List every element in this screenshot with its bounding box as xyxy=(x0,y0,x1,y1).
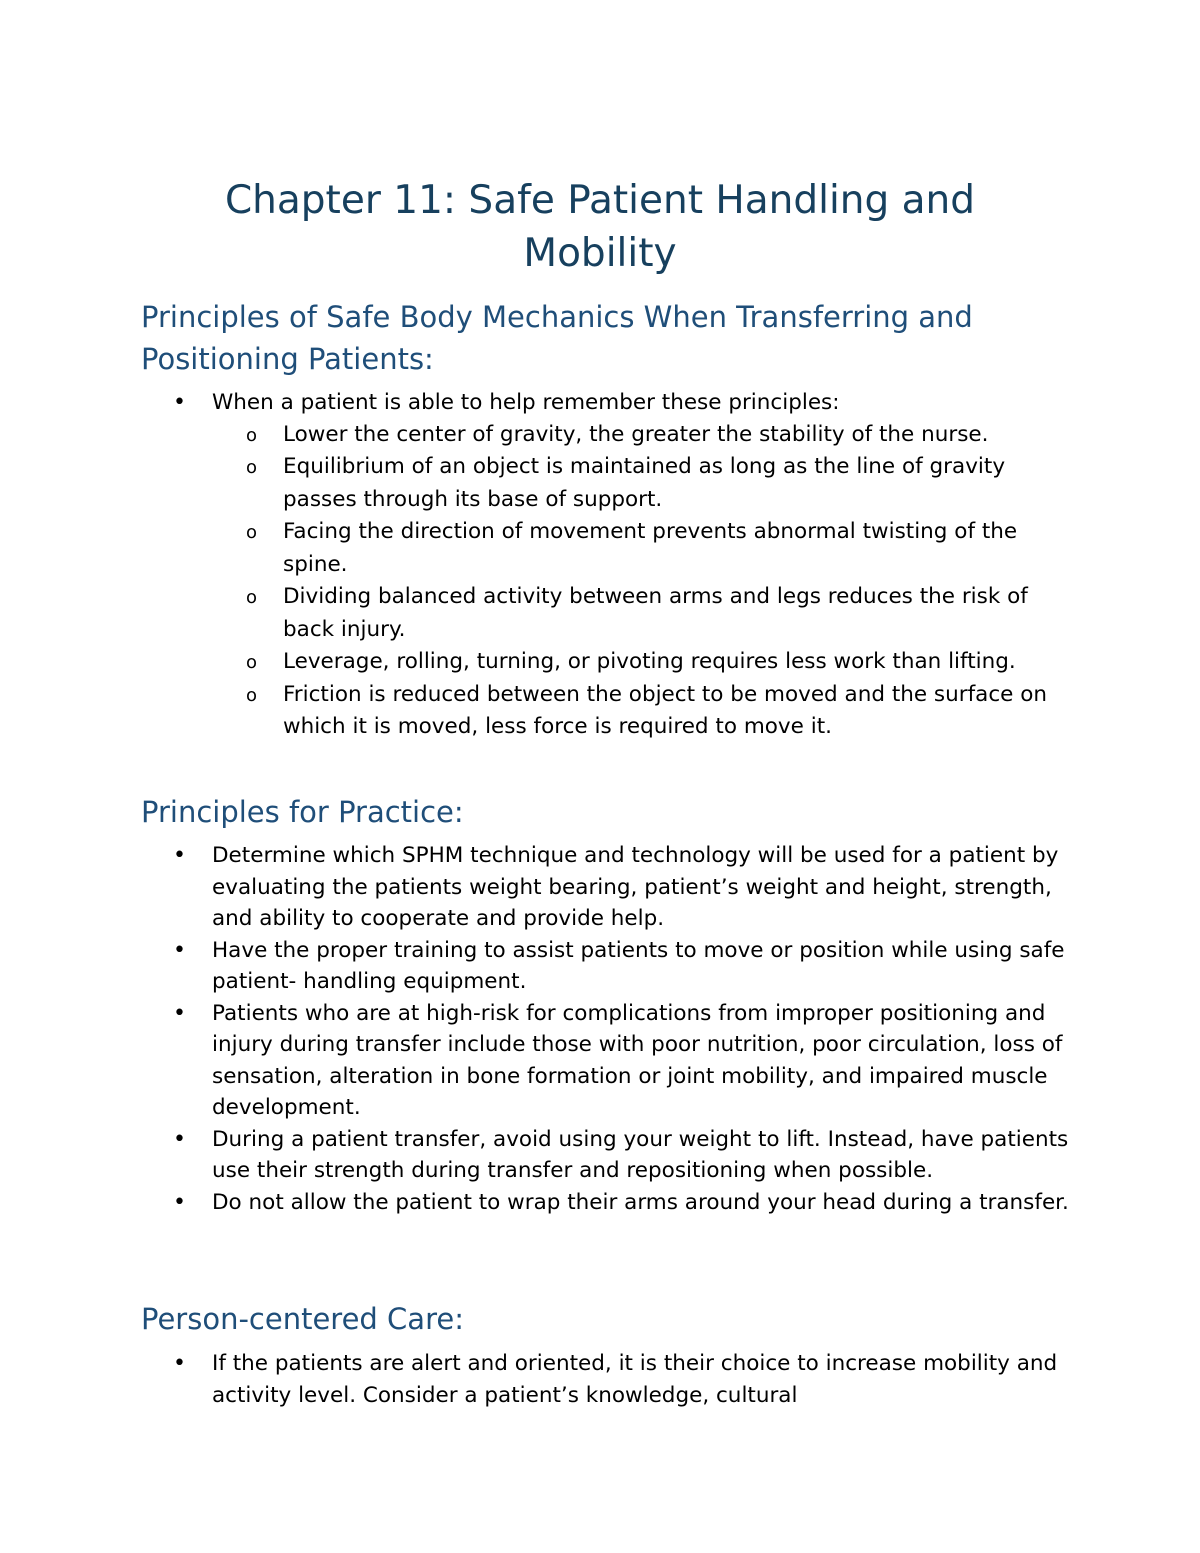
list-item xyxy=(0,387,1072,744)
list-item-text: During a patient transfer, avoid using your weight to lift. Instead, have patients use their strength during transfer and repositioning when possible. xyxy=(212,1126,1069,1183)
sub-list-item xyxy=(212,646,1063,679)
bullet-icon: • xyxy=(173,937,186,963)
list-item xyxy=(0,1348,1072,1411)
circle-bullet-icon: o xyxy=(246,587,258,608)
circle-bullet-icon: o xyxy=(246,652,258,673)
circle-bullet-icon: o xyxy=(246,684,258,706)
sub-list-item xyxy=(212,516,1063,581)
mechanics-list xyxy=(0,387,1200,744)
title-line-2: Mobility xyxy=(523,231,677,276)
circle-bullet-icon: o xyxy=(246,522,258,543)
bullet-icon: • xyxy=(173,1351,186,1376)
page-title xyxy=(0,174,1200,280)
sub-list-item-text: Lower the center of gravity, the greater the stability of the nurse. xyxy=(283,421,989,447)
list-item xyxy=(0,1124,1072,1187)
person-centered-list xyxy=(0,1348,1200,1411)
sub-list-item xyxy=(212,451,1063,516)
bullet-icon: • xyxy=(173,843,186,868)
bullet-icon: • xyxy=(173,1000,186,1026)
list-item-text: Have the proper training to assist patients to move or position while using safe patient- handling equipment. xyxy=(212,937,1065,994)
list-item-text: When a patient is able to help remember these principles: xyxy=(212,390,840,415)
list-item-text: Determine which SPHM technique and technology will be used for a patient by evaluating the patients weight bearing, patient’s weight and height, strength, and ability to cooperate and provide help. xyxy=(212,843,1059,931)
heading-body-mechanics-line-1: Principles of Safe Body Mechanics When Transferring and xyxy=(141,300,973,334)
bullet-icon: • xyxy=(173,1126,186,1152)
practice-list xyxy=(0,840,1200,1218)
list-item xyxy=(0,1187,1072,1219)
list-item xyxy=(0,935,1072,998)
list-item-text: Do not allow the patient to wrap their arms around your head during a transfer. xyxy=(212,1189,1069,1215)
list-item-text: Patients who are at high-risk for complications from improper positioning and injury during transfer include those with poor nutrition, poor circulation, loss of sensation, alteration in bone formation or joint mobility, and impaired muscle development. xyxy=(212,1000,1063,1120)
list-item-text: If the patients are alert and oriented, it is their choice to increase mobility and activity level. Consider a patient’s knowledge, cultural xyxy=(212,1351,1058,1408)
heading-body-mechanics-line-2: Positioning Patients: xyxy=(141,342,434,376)
bullet-icon: • xyxy=(173,1189,186,1215)
circle-bullet-icon: o xyxy=(246,424,258,446)
circle-bullet-icon: o xyxy=(246,457,258,478)
heading-person-centered-care: Person-centered Care: xyxy=(141,1302,464,1336)
sub-list-item-text: Facing the direction of movement prevents abnormal twisting of the spine. xyxy=(283,519,1018,577)
title-line-1: Chapter 11: Safe Patient Handling and xyxy=(224,178,976,223)
sub-list-item-text: Friction is reduced between the object to be moved and the surface on which it is moved, less force is required to move it. xyxy=(283,681,1048,739)
list-item xyxy=(0,840,1072,935)
sub-list-item xyxy=(212,581,1063,646)
sub-list-item-text: Equilibrium of an object is maintained as long as the line of gravity passes through its base of support. xyxy=(283,454,1006,512)
sub-list-item xyxy=(212,419,1063,452)
heading-principles-for-practice: Principles for Practice: xyxy=(141,795,464,829)
list-item xyxy=(0,998,1072,1124)
sub-list-item xyxy=(212,679,1063,744)
mechanics-sub-list xyxy=(212,419,1072,744)
bullet-icon: • xyxy=(173,390,186,415)
sub-list-item-text: Dividing balanced activity between arms and legs reduces the risk of back injury. xyxy=(283,584,1028,642)
sub-list-item-text: Leverage, rolling, turning, or pivoting requires less work than lifting. xyxy=(283,649,1016,674)
heading-body-mechanics xyxy=(141,296,1071,380)
